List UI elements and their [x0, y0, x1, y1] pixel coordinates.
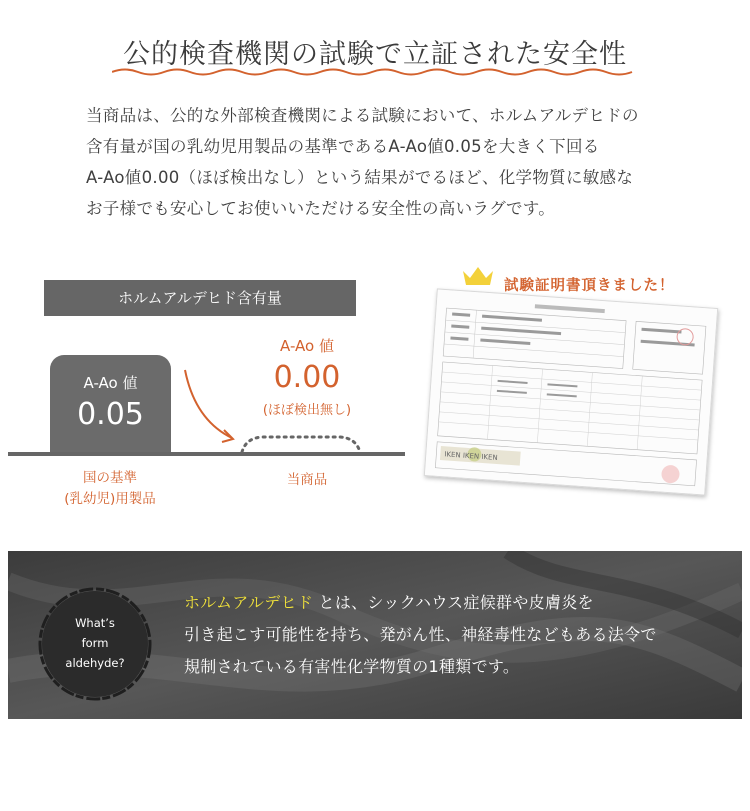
- product-value: 0.00: [273, 360, 341, 395]
- intro-line: A-Ao値0.00（ほぼ検出なし）という結果がでるほど、化学物質に敏感な: [86, 168, 634, 187]
- intro-line: お子様でも安心してお使いいただける安全性の高いラグです。: [86, 199, 556, 218]
- page-title: 公的検査機関の試験で立証された安全性: [123, 39, 627, 70]
- definition-line: 引き起こす可能性を持ち、発がん性、神経毒性などもある法令で: [184, 625, 657, 644]
- certificate-document: [425, 289, 717, 494]
- standard-caption-line: 国の基準: [83, 470, 137, 486]
- formaldehyde-header: ホルムアルデヒド含有量: [44, 280, 356, 316]
- standard-caption-line: (乳幼児)用製品: [64, 491, 156, 507]
- intro-line: 含有量が国の乳幼児用製品の基準であるA-Ao値0.05を大きく下回る: [86, 137, 600, 156]
- formaldehyde-definition-panel: [8, 551, 742, 719]
- standard-value: 0.05: [77, 397, 144, 432]
- crown-icon: [461, 265, 495, 287]
- definition-line: [184, 587, 724, 619]
- standard-caption: [40, 468, 180, 510]
- product-value-label: A-Ao 値: [280, 337, 334, 355]
- formaldehyde-term: ホルムアルデヒド: [184, 593, 314, 612]
- standard-value-label: A-Ao 値: [83, 374, 138, 392]
- definition-line: 規制されている有害性化学物質の1種類です。: [184, 657, 520, 676]
- what-is-badge: [42, 591, 148, 697]
- product-caption: 当商品: [286, 472, 328, 488]
- definition-line-rest: とは、シックハウス症候群や皮膚炎を: [318, 593, 594, 612]
- certificate-heading: 試験証明書頂きました！: [504, 278, 675, 294]
- product-dotted-bump: [242, 437, 360, 452]
- test-certificate-image: [424, 288, 718, 495]
- badge-line: form: [81, 636, 109, 650]
- intro-line: 当商品は、公的な外部検査機関による試験において、ホルムアルデヒドの: [86, 106, 639, 125]
- product-value-note: (ほぼ検出無し): [262, 403, 352, 418]
- comparison-arrow: [185, 370, 232, 438]
- badge-line: What’s: [75, 616, 115, 630]
- badge-line: aldehyde?: [65, 656, 125, 670]
- certificate-stamp-text: IKEN IKEN IKEN: [444, 450, 498, 463]
- definition-text: [184, 587, 724, 683]
